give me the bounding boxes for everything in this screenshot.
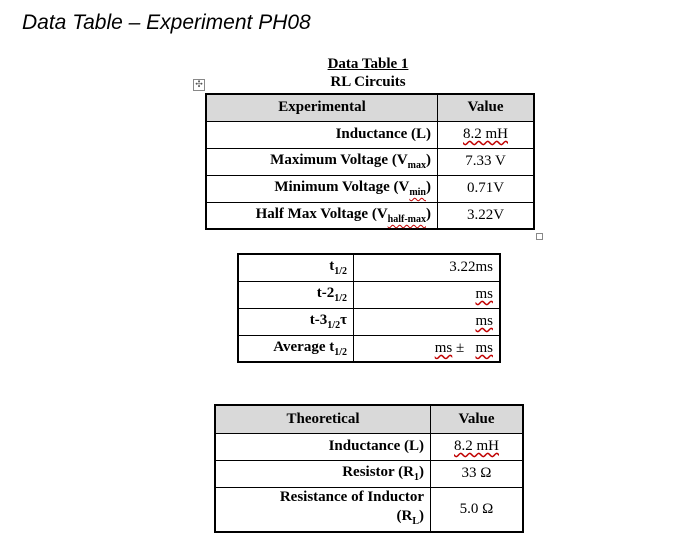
experimental-table [205,93,535,230]
row-value: 8.2 mH [438,121,535,148]
row-value: 3.22ms [354,254,501,281]
table-row [206,175,534,202]
row-value: 7.33 V [438,148,535,175]
row-label: Minimum Voltage $(V_{min})$ [206,175,438,202]
row-value: 3.22V [438,202,535,229]
row-label: $t-3_{1/2}\tau$ [238,308,354,335]
row-label: Maximum Voltage $(V_{max})$ [206,148,438,175]
row-value: 33 Ω [431,460,524,487]
table-row [238,254,500,281]
row-value: 0.71V [438,175,535,202]
table-header-row [215,405,523,433]
theoretical-table [214,404,524,533]
column-header-value: Value [438,94,535,121]
table-row [206,202,534,229]
row-label: Resistor $(R_1)$ [215,460,431,487]
row-value: 5.0 Ω [431,487,524,532]
column-header-experimental: Experimental [206,94,438,121]
half-life-table [237,253,501,363]
row-value: ms ± ms [354,335,501,362]
table-row [215,487,523,532]
row-value: 8.2 mH [431,433,524,460]
table-caption-subtitle: RL Circuits [330,74,406,90]
page-heading: Data Table – Experiment PH08 [22,11,311,34]
row-label: Inductance (L) [206,121,438,148]
table-row [238,335,500,362]
table-row [238,281,500,308]
table-row [215,433,523,460]
table-row [206,148,534,175]
row-label: Inductance (L) [215,433,431,460]
row-label: Resistance of Inductor $(R_L)$ [215,487,431,532]
table-caption-title: Data Table 1 [327,56,409,72]
table-resize-handle[interactable] [536,233,543,240]
row-label: Average $t_{1/2}$ [238,335,354,362]
table-row [238,308,500,335]
table-row [206,121,534,148]
table-header-row [206,94,534,121]
table-row [215,460,523,487]
row-label: $t-2_{1/2}$ [238,281,354,308]
row-value: ms [354,281,501,308]
row-label: Half Max Voltage $(V_{half-max})$ [206,202,438,229]
row-label: $t_{1/2}$ [238,254,354,281]
table-caption [300,55,436,91]
row-value: ms [354,308,501,335]
column-header-theoretical: Theoretical [215,405,431,433]
table-move-handle-icon[interactable]: ✣ [193,79,205,91]
column-header-value: Value [431,405,524,433]
